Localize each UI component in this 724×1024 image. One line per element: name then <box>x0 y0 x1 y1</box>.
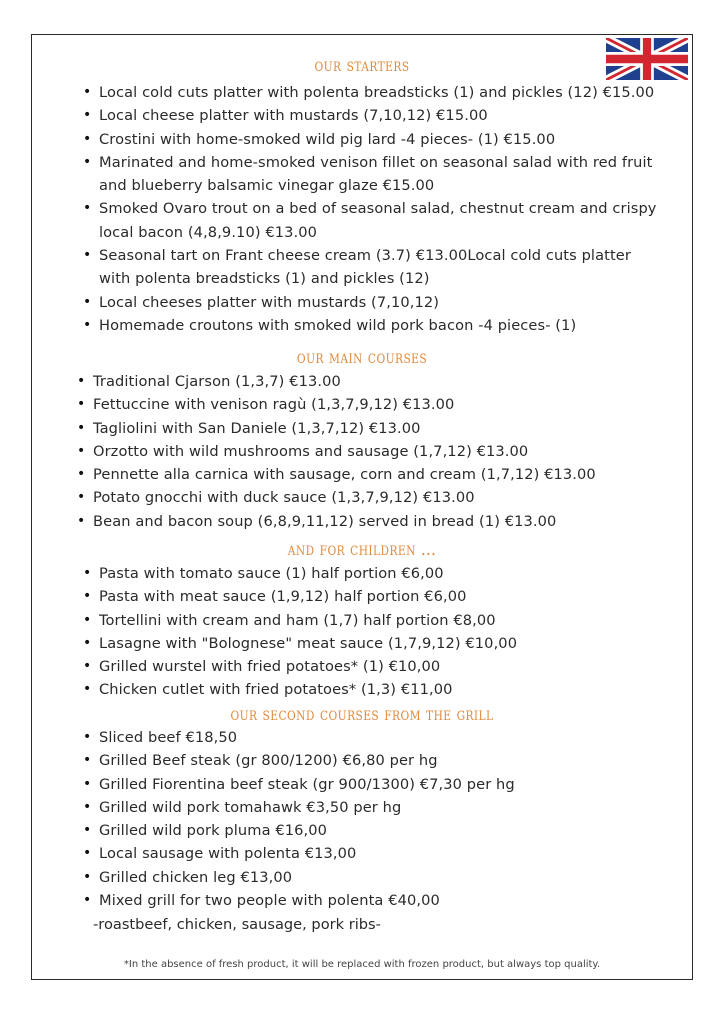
list-item: • Smoked Ovaro trout on a bed of seasonal salad, chestnut cream and crispy local bacon (4,8,9.10) €13.00 <box>99 197 659 244</box>
list-item: • Local cheese platter with mustards (7,10,12) €15.00 <box>99 104 659 127</box>
main-courses-heading: our main courses <box>296 347 428 368</box>
grill-list <box>99 726 659 912</box>
list-item: • Grilled wurstel with fried potatoes* (1) €10,00 <box>99 655 659 678</box>
list-item: • Fettuccine with venison ragù (1,3,7,9,12) €13.00 <box>93 393 673 416</box>
list-item: • Marinated and home-smoked venison fillet on seasonal salad with red fruit and blueberry balsamic vinegar glaze €15.00 <box>99 151 659 198</box>
list-item: • Grilled wild pork tomahawk €3,50 per hg <box>99 796 659 819</box>
starters-heading: our starters <box>314 55 410 76</box>
list-item: • Tortellini with cream and ham (1,7) half portion €8,00 <box>99 609 659 632</box>
list-item: • Bean and bacon soup (6,8,9,11,12) served in bread (1) €13.00 <box>93 510 673 533</box>
list-item: • Local sausage with polenta €13,00 <box>99 842 659 865</box>
list-item: • Chicken cutlet with fried potatoes* (1,3) €11,00 <box>99 678 659 701</box>
list-item: • Sliced beef €18,50 <box>99 726 659 749</box>
children-heading: and for children ... <box>287 539 437 560</box>
list-item: • Pennette alla carnica with sausage, corn and cream (1,7,12) €13.00 <box>93 463 673 486</box>
main-courses-list <box>93 370 673 533</box>
starters-list <box>99 81 659 337</box>
list-item: • Crostini with home-smoked wild pig lard -4 pieces- (1) €15.00 <box>99 128 659 151</box>
grill-heading: our second courses from the grill <box>230 704 494 725</box>
list-item: • Lasagne with "Bolognese" meat sauce (1,7,9,12) €10,00 <box>99 632 659 655</box>
children-list <box>99 562 659 702</box>
list-item: • Grilled chicken leg €13,00 <box>99 866 659 889</box>
list-item: • Traditional Cjarson (1,3,7) €13.00 <box>93 370 673 393</box>
list-item: • Pasta with meat sauce (1,9,12) half portion €6,00 <box>99 585 659 608</box>
list-item: • Tagliolini with San Daniele (1,3,7,12) €13.00 <box>93 417 673 440</box>
list-item: • Seasonal tart on Frant cheese cream (3.7) €13.00Local cold cuts platter with polenta breadsticks (1) and pickles (12) <box>99 244 659 291</box>
list-item: • Potato gnocchi with duck sauce (1,3,7,9,12) €13.00 <box>93 486 673 509</box>
list-item: • Local cold cuts platter with polenta breadsticks (1) and pickles (12) €15.00 <box>99 81 659 104</box>
footnote: *In the absence of fresh product, it will be replaced with frozen product, but always top quality. <box>123 959 601 970</box>
list-item: • Grilled wild pork pluma €16,00 <box>99 819 659 842</box>
list-item: • Local cheeses platter with mustards (7,10,12) <box>99 291 659 314</box>
list-item: • Grilled Beef steak (gr 800/1200) €6,80 per hg <box>99 749 659 772</box>
list-item: • Pasta with tomato sauce (1) half portion €6,00 <box>99 562 659 585</box>
list-item: • Orzotto with wild mushrooms and sausage (1,7,12) €13.00 <box>93 440 673 463</box>
list-item: • Homemade croutons with smoked wild pork bacon -4 pieces- (1) <box>99 314 659 337</box>
list-item: • Mixed grill for two people with polenta €40,00 <box>99 889 659 912</box>
list-item: • Grilled Fiorentina beef steak (gr 900/1300) €7,30 per hg <box>99 773 659 796</box>
mixed-grill-subnote: -roastbeef, chicken, sausage, pork ribs- <box>93 916 381 933</box>
